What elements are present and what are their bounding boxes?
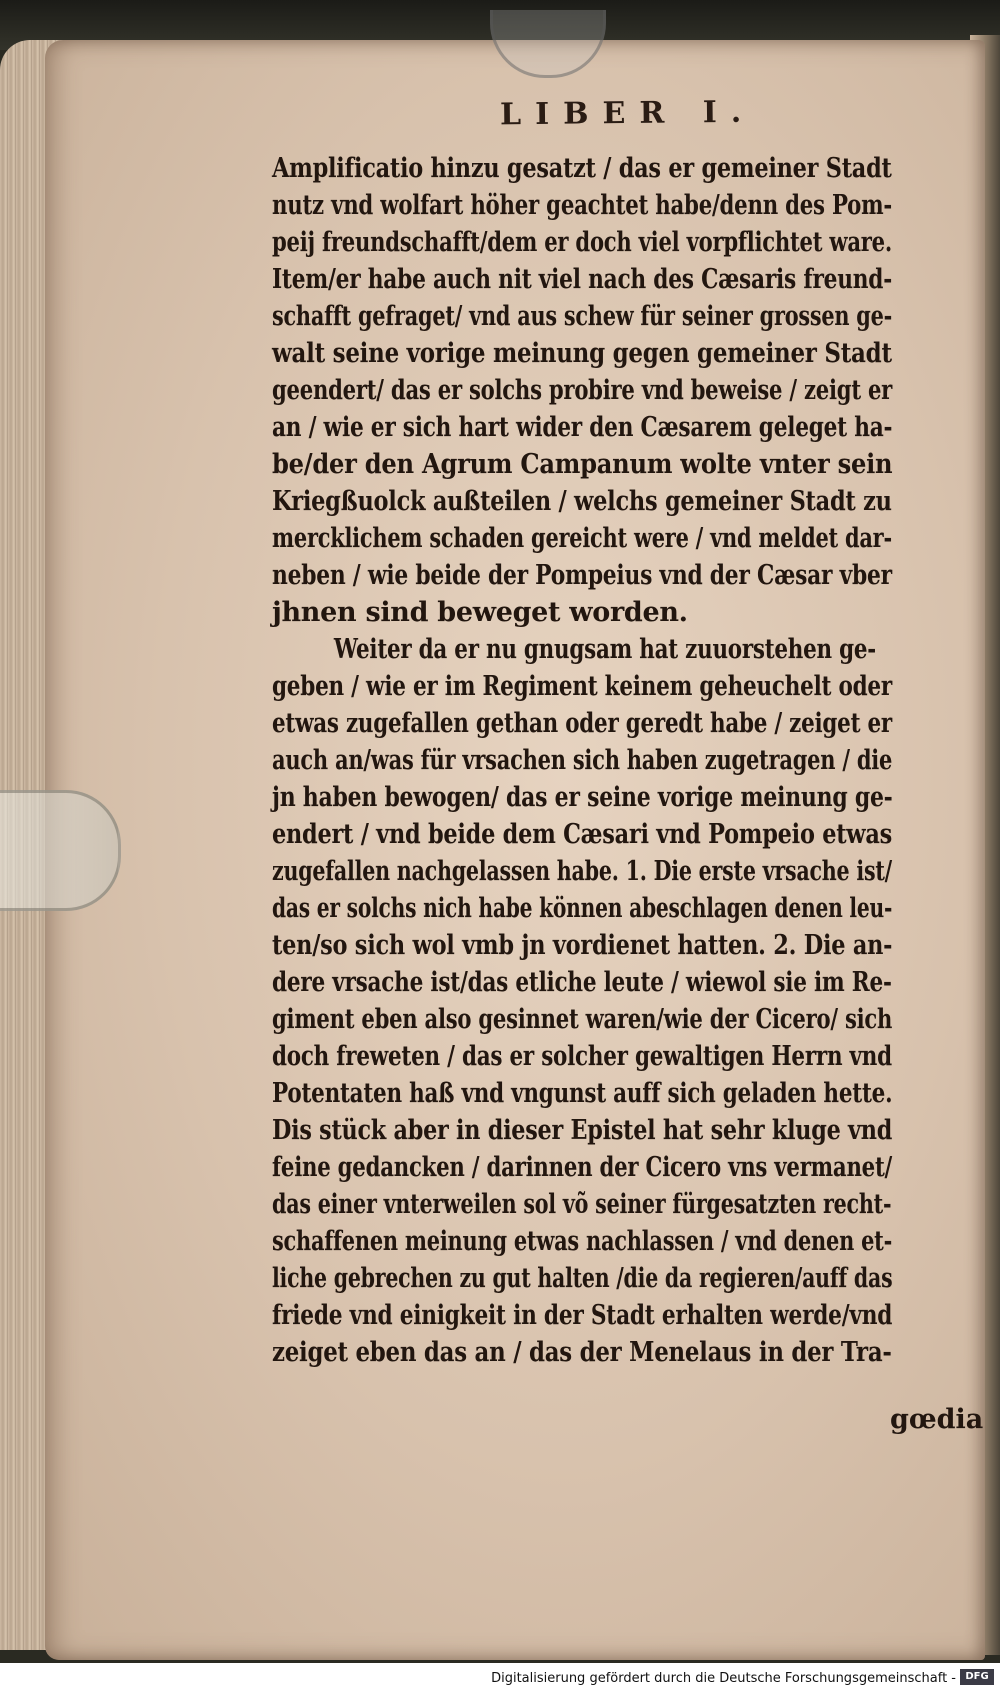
left-clip-holder [0,790,121,911]
text-line: Weiter da er nu gnugsam hat zuuorstehen ge- [333,634,876,665]
text-line: geben / wie er im Regiment keinem geheuchelt oder [272,671,892,702]
text-line: Potentaten haß vnd vngunst auff sich geladen hette. [272,1078,893,1109]
text-line: geendert/ das er solchs probire vnd beweise / zeigt er [272,375,893,406]
dfg-logo: DFG [960,1669,994,1685]
text-line: doch freweten / das er solcher gewaltigen Herrn vnd [272,1041,892,1072]
text-line: etwas zugefallen gethan oder geredt habe / zeiget er [272,708,892,739]
text-line: das einer vnterweilen sol võ seiner fürgesatzten recht- [272,1189,892,1220]
text-line: nutz vnd wolfart höher geachtet habe/denn des Pom- [272,190,892,221]
footer-bar [0,1663,1000,1695]
text-line: ten/so sich wol vmb jn vordienet hatten. 2. Die an- [272,930,893,961]
text-line: friede vnd einigkeit in der Stadt erhalten werde/vnd [272,1300,893,1331]
catchword: gœdia [890,1404,984,1435]
text-line: auch an/was für vrsachen sich haben zugetragen / die [272,745,893,776]
digitization-credit: Digitalisierung gefördert durch die Deutsche Forschungsgemeinschaft - [491,1671,956,1686]
text-line: Item/er habe auch nit viel nach des Cæsaris freund- [272,264,893,295]
text-line: schaffenen meinung etwas nachlassen / vnd denen et- [272,1226,893,1257]
body-text [272,150,972,1371]
text-line: Kriegßuolck außteilen / welchs gemeiner Stadt zu [272,486,892,517]
text-line: jn haben bewogen/ das er seine vorige meinung ge- [272,782,893,813]
text-line: feine gedancken / darinnen der Cicero vns vermanet/ [272,1152,893,1183]
text-line: Amplificatio hinzu gesatzt / das er gemeiner Stadt [272,153,892,184]
text-line: walt seine vorige meinung gegen gemeiner Stadt [272,338,892,369]
text-line: an / wie er sich hart wider den Cæsarem geleget ha- [272,412,893,443]
text-line: jhnen sind beweget worden. [272,597,688,628]
text-line: Dis stück aber in dieser Epistel hat sehr kluge vnd [272,1115,893,1146]
text-line: zugefallen nachgelassen habe. 1. Die erste vrsache ist/ [272,856,892,887]
text-line: be/der den Agrum Campanum wolte vnter sein [272,449,893,480]
text-line: mercklichem schaden gereicht were / vnd meldet dar- [272,523,892,554]
text-line: das er solchs nich habe können abeschlagen denen leu- [272,893,893,924]
text-line: giment eben also gesinnet waren/wie der Cicero/ sich [272,1004,893,1035]
text-line: endert / vnd beide dem Cæsari vnd Pompeio etwas [272,819,892,850]
text-line: schafft gefraget/ vnd aus schew für seiner grossen ge- [272,301,893,332]
text-line: zeiget eben das an / das der Menelaus in der Tra- [272,1337,892,1368]
running-head: LIBER I. [499,94,756,133]
text-line: dere vrsache ist/das etliche leute / wiewol sie im Re- [272,967,892,998]
text-line: peij freundschafft/dem er doch viel vorpflichtet ware. [272,227,892,258]
text-line: neben / wie beide der Pompeius vnd der Cæsar vber [272,560,892,591]
text-line: liche gebrechen zu gut halten /die da regieren/auff das [272,1263,893,1294]
